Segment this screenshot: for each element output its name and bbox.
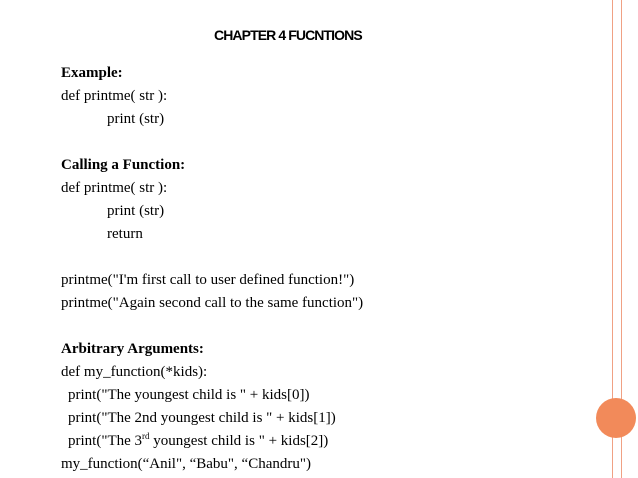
- code-line: printme("I'm first call to user defined function!"): [61, 272, 355, 288]
- slide-content: [61, 62, 601, 476]
- code-text: print("The 3: [68, 433, 143, 449]
- code-line: print (str): [107, 111, 165, 127]
- blank-line: [61, 315, 601, 338]
- blank-line: [61, 131, 601, 154]
- code-line: def printme( str ):: [61, 180, 168, 196]
- section-heading: Calling a Function:: [61, 157, 186, 173]
- code-line: def my_function(*kids):: [61, 364, 208, 380]
- code-line: print (str): [107, 203, 165, 219]
- code-text: youngest child is " + kids[2]): [149, 433, 329, 449]
- slide-title: CHAPTER 4 FUCNTIONS: [214, 27, 362, 43]
- section-heading: Arbitrary Arguments:: [61, 341, 204, 357]
- section-heading: Example:: [61, 65, 123, 81]
- code-line: print("The youngest child is " + kids[0]): [68, 387, 310, 403]
- code-line: print("The 2nd youngest child is " + kids[1]): [68, 410, 336, 426]
- code-line: [61, 430, 601, 453]
- orange-circle-decoration: [596, 398, 636, 438]
- superscript-text: rd: [142, 431, 150, 441]
- code-line: def printme( str ):: [61, 88, 168, 104]
- code-line: return: [107, 226, 143, 242]
- blank-line: [61, 246, 601, 269]
- code-line: printme("Again second call to the same function"): [61, 295, 364, 311]
- code-line: my_function(“Anil", “Babu", “Chandru"): [61, 456, 311, 472]
